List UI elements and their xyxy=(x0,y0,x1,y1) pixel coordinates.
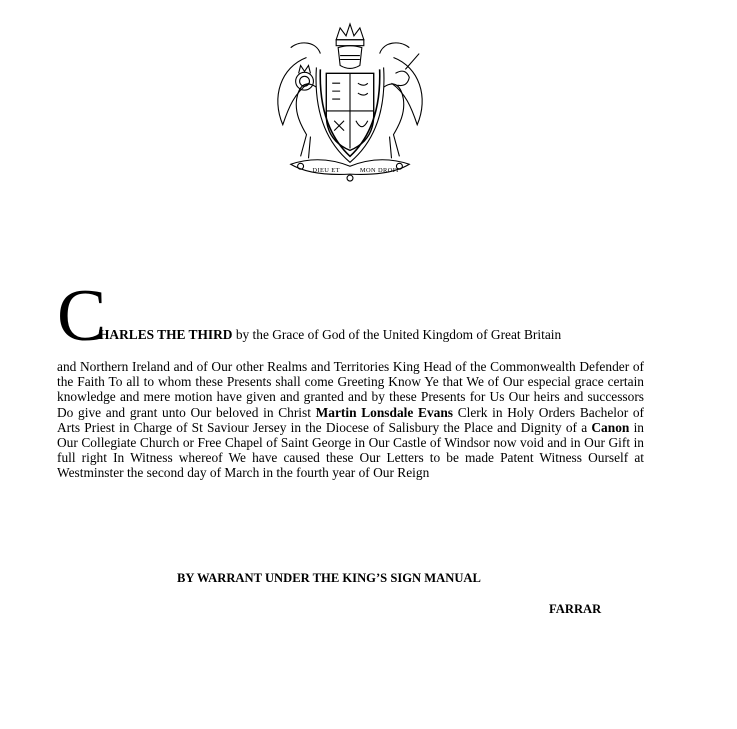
signer-name: FARRAR xyxy=(549,602,602,616)
motto-right: MON DROIT xyxy=(359,167,400,175)
grantee-name: Martin Lonsdale Evans xyxy=(315,404,453,420)
body-segment: Clerk in Holy Orders Bachelor of Arts Priest in Charge of St Saviour Jersey in the Diocese of Salisbury the Place and Dignity of a xyxy=(57,404,644,435)
royal-coat-of-arms-icon xyxy=(261,18,439,186)
drop-cap: C xyxy=(57,275,107,357)
coat-of-arms xyxy=(261,18,439,186)
motto-left: DIEU ET xyxy=(312,167,340,175)
opening-line xyxy=(57,275,647,357)
letters-patent-body xyxy=(57,359,644,481)
dignity-title: Canon xyxy=(591,419,630,435)
sovereign-name: HARLES THE THIRD xyxy=(99,327,233,342)
sovereign-style: by the Grace of God of the United Kingdom of Great Britain xyxy=(232,327,562,342)
opening-text xyxy=(99,327,561,343)
warrant-line: BY WARRANT UNDER THE KING’S SIGN MANUAL xyxy=(177,571,481,585)
body-segment: and Northern Ireland and of Our other Realms and Territories King Head of the Commonwealth Defender of the Faith To all to whom these Presents shall come Greeting Know Ye that We of Our especial grace certain knowledge and mere motion have given and granted and by these Presents for Us Our heirs and successors Do give and grant unto Our beloved in Christ xyxy=(57,359,644,420)
body-segment: in Our Collegiate Church or Free Chapel of Saint George in Our Castle of Windsor now void and in Our Gift in full right In Witness whereof We have caused these Our Letters to be made Patent Witness Ourself at Westminster the second day of March in the fourth year of Our Reign xyxy=(57,419,644,481)
